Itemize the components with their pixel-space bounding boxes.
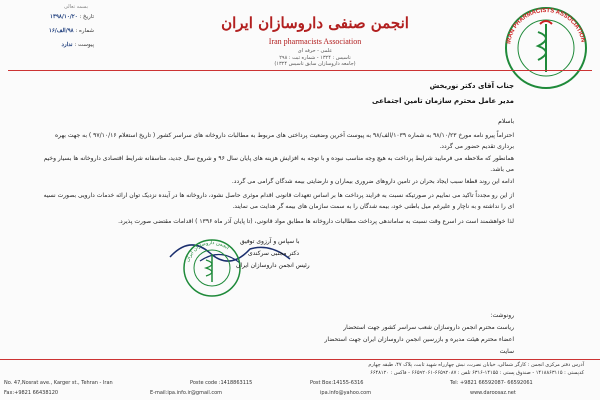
- number-label: شماره :: [75, 28, 94, 34]
- letter-meta: [4, 4, 94, 52]
- cc-item-2: اعضاء محترم هیئت مدیره و بازرسین انجمن داروسازان ایران جهت استحضار: [324, 336, 514, 343]
- body-paragraph-4: از این رو مجدداً تاکید می نماییم در صورتیکه نسبت به فرایند پرداخت ها بر اساس تعهدات قانونی اقدام موثری حاصل نشود، داروخانه ها در آینده نزدیک توان ارائه خدمات دارویی بصورت نسیه ای را نداشته و به ناچار و علیرغم میل باطنی خود، بیمه شدگان را به سمت سازمان های بیمه گر هدایت می نمایند.: [43, 192, 514, 210]
- date-label: تاریخ :: [79, 14, 94, 20]
- footer-pobox-en: Post Box:14155-6316: [310, 380, 364, 386]
- official-stamp-icon: [180, 236, 244, 300]
- number-row: [4, 24, 94, 38]
- footer-tel-en: Tel: +9821 66592087- 66592061: [450, 380, 533, 386]
- addressee-name: جناب آقای دکتر نوربخش: [429, 82, 514, 90]
- svg-text:انجمن داروسازان ایران: [185, 240, 230, 263]
- greeting: باسلام: [498, 118, 514, 125]
- footer-email-1: E-mail:ipa.info.ir@gmail.com: [150, 390, 223, 396]
- footer-fax-en: Fax:+9821 66438120: [4, 390, 59, 396]
- letter-footer: [0, 359, 600, 400]
- attachment-value: ندارد: [61, 42, 73, 48]
- association-emblem-icon: [500, 2, 592, 94]
- signer-title: رئیس انجمن داروسازان ایران: [236, 262, 310, 269]
- attachment-label: پیوست :: [74, 42, 94, 48]
- letterhead-former-name: (جامعه داروسازان سابق تاسیس ۱۳۲۴): [274, 61, 356, 67]
- letterhead-title: انجمن صنفی داروسازان ایران: [221, 14, 409, 32]
- footer-codes-fa: کدپستی : ۱۴۱۸۸۶۳۱۱۵ - صندوق پستی : ۱۴۱۵۵-۶۳۱۶ تلفن : ۶۶۵۹۲۰۸۷-۶۶۵۹۲۰۶۱ - فاکس : ۶۶۴۸۱۲۰: [370, 370, 584, 376]
- footer-address-en: No. 47,Nosrat ave., Karger st., Tehran - Iran: [4, 380, 113, 386]
- cc-item-3: سایت: [499, 348, 514, 355]
- footer-email-2: ipa.info@yahoo.com: [320, 390, 372, 396]
- letterhead-title-en: Iran pharmacists Association: [268, 37, 362, 46]
- footer-web: www.daroosaz.net: [470, 390, 516, 396]
- addressee-title: مدیر عامل محترم سازمان تامین اجتماعی: [372, 97, 514, 105]
- emblem-text: IRAN PHARMACISTS ASSOCIATION: [506, 7, 586, 45]
- body-paragraph-1: احتراماً پیرو نامه مورخ ۹۸/۱۰/۲۳ به شماره ۱۰۳۹/الف/۹۸ به پیوست آخرین وضعیت پرداختی های مربوط به مطالبات داروخانه های سراسر کشور ( تاریخ استعلام ۹۷/۱۰/۱۶ ) به جهت بهره برداری تقدیم حضور می گردد.: [55, 132, 514, 150]
- body-paragraph-5: لذا خواهشمند است در اسرع وقت نسبت به ساماندهی پرداخت مطالبات داروخانه ها مطابق مواد قانونی، (تا پایان آذر ماه ۱۳۹۶ ) اقدامات مقتضی صورت پذیرد.: [118, 218, 514, 225]
- body-paragraph-3: ادامه این روند قطعا سبب ایجاد بحران در تامین داروهای ضروری بیماران و نارضایتی بیمه شدگان گرامی می گردد.: [231, 178, 514, 185]
- stamp-text: انجمن داروسازان ایران: [184, 239, 230, 263]
- footer-postcode-en: Poste code :1418863115: [190, 380, 253, 386]
- body-paragraph-2: همانطور که ملاحظه می فرمایید شرایط پرداخت به هیچ وجه مناسب نبوده و با توجه به افزایش هزینه های پایان سال ۹۶ و شروع سال جدید، متاسفانه شرایط اقتصادی داروخانه ها بسیار وخیم می باشد.: [43, 155, 514, 173]
- letterhead-established: تاسیس : ۱۳۲۴ - شماره ثبت : ۲۹۸: [279, 55, 351, 61]
- footer-address-fa: آدرس دفتر مرکزی انجمن : کارگر شمالی، خیابان نصرت، نبش چهارراه شهید ثابت، پلاک ۴۷، طبقه چهارم: [368, 362, 584, 368]
- closing-line: با سپاس و آرزوی توفیق: [240, 238, 300, 245]
- cc-label: رونوشت:: [490, 312, 514, 319]
- signer-name: دکتر مجتبی سرکندی: [248, 250, 300, 257]
- date-row: [4, 10, 94, 24]
- date-value: ۱۳۹۸/۱۰/۲۰: [50, 14, 78, 20]
- top-label: بسمه تعالی: [63, 4, 88, 10]
- header-divider: [8, 70, 592, 71]
- cc-item-1: ریاست محترم انجمن داروسازان شعب سراسر کشور جهت استحضار: [343, 324, 514, 331]
- attachment-row: [4, 38, 94, 52]
- number-value: ۹۸/الف/۱۶: [48, 28, 74, 34]
- letterhead-subtitle: علمی - حرفه ای: [297, 48, 333, 54]
